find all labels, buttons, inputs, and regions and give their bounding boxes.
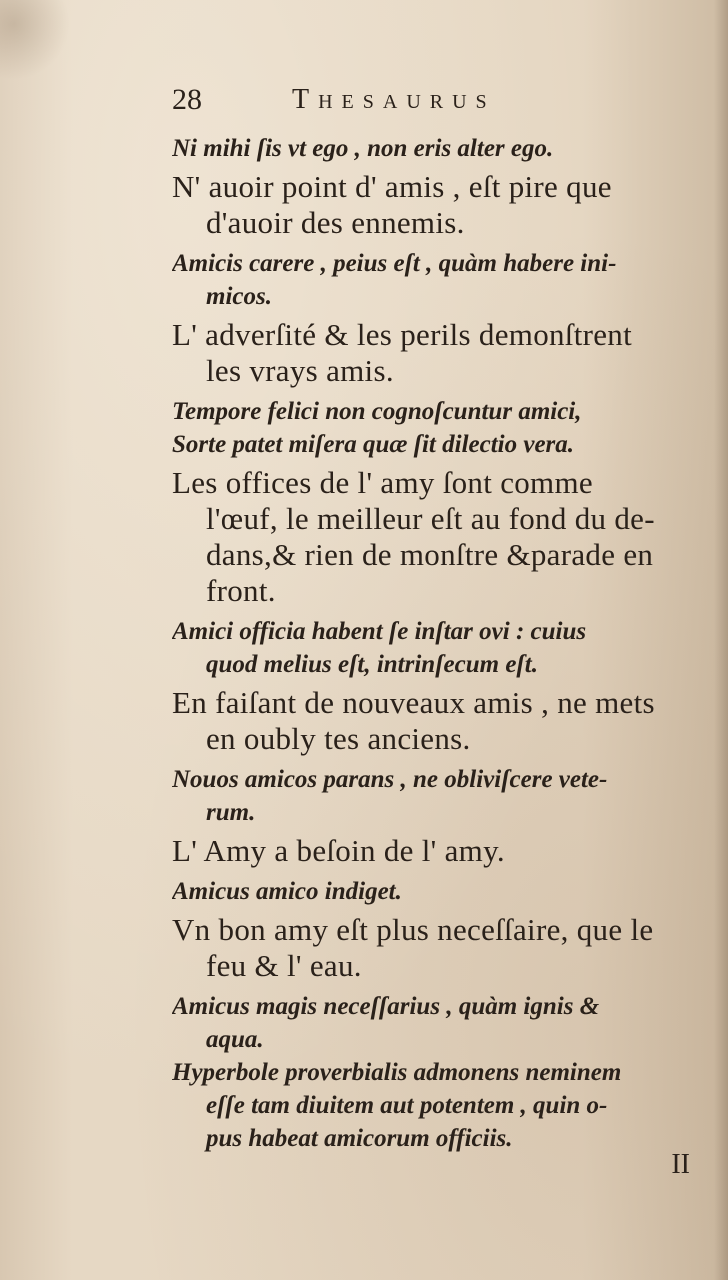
latin-line: eſſe tam diuitem aut potentem , quin o-	[206, 1092, 608, 1119]
page-edge-shadow	[714, 0, 728, 1280]
french-line: L' adverſité & les perils demonſtrent	[172, 317, 633, 352]
latin-line: pus habeat amicorum officiis.	[206, 1125, 513, 1152]
french-line: feu & l' eau.	[206, 948, 362, 983]
latin-line: Amicus amico indiget.	[172, 878, 402, 905]
french-line: Vn bon amy eſt plus neceſſaire, que le	[172, 912, 654, 947]
french-line: d'auoir des ennemis.	[206, 205, 465, 240]
french-line: L' Amy a beſoin de l' amy.	[172, 833, 505, 868]
french-line: dans,& rien de monſtre &parade en	[206, 537, 654, 572]
french-line: Les offices de l' amy ſont comme	[172, 465, 593, 500]
french-line: en oubly tes anciens.	[206, 721, 471, 756]
french-line: En faiſant de nouveaux amis , ne mets	[172, 685, 655, 720]
latin-line: Amicis carere , peius eſt , quàm habere ini-	[172, 250, 617, 277]
latin-line: Nouos amicos parans , ne obliviſcere vete-	[172, 766, 608, 793]
latin-line: Hyperbole proverbialis admonens neminem	[172, 1059, 622, 1086]
latin-line: Sorte patet miſera quæ ſit dilectio vera.	[172, 431, 575, 458]
latin-line: Amici officia habent ſe inſtar ovi : cuius	[172, 618, 587, 645]
latin-line: rum.	[206, 799, 256, 826]
latin-line: quod melius eſt, intrinſecum eſt.	[206, 651, 538, 678]
french-line: les vrays amis.	[206, 353, 394, 388]
text-block	[172, 132, 692, 1155]
latin-line: micos.	[206, 283, 272, 310]
paper-stain	[0, 0, 70, 80]
latin-line: Ni mihi ſis vt ego , non eris alter ego.	[172, 135, 554, 162]
french-line: N' auoir point d' amis , eſt pire que	[172, 169, 612, 204]
page-number: 28	[172, 83, 202, 116]
latin-line: Tempore felici non cognoſcuntur amici,	[172, 398, 582, 425]
running-header	[172, 82, 592, 122]
signature-mark: II	[671, 1149, 690, 1180]
latin-line: aqua.	[206, 1026, 264, 1053]
french-line: l'œuf, le meilleur eſt au fond du de-	[206, 501, 655, 536]
running-title: Thesaurus	[292, 84, 496, 115]
latin-line: Amicus magis neceſſarius , quàm ignis &	[172, 993, 600, 1020]
french-line: front.	[206, 573, 276, 608]
